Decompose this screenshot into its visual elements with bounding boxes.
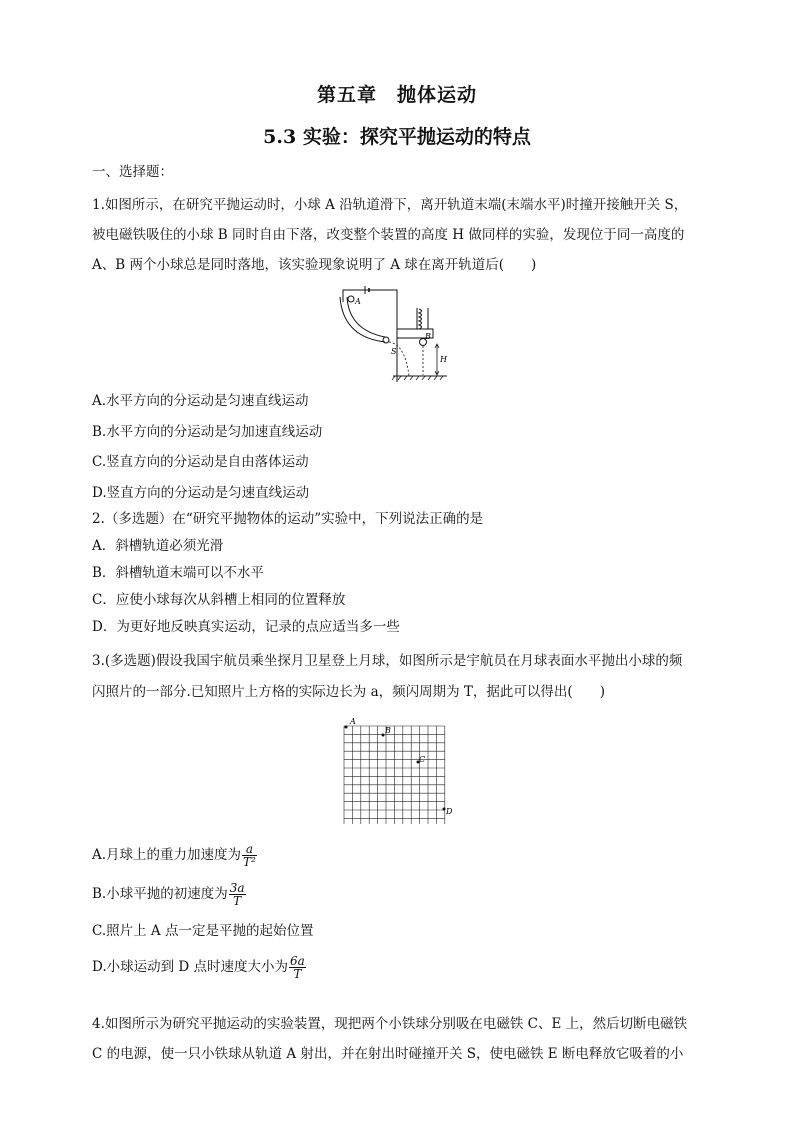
q1-option-c: C.竖直方向的分运动是自由落体运动: [92, 454, 309, 470]
q1-label-s: S: [391, 347, 397, 356]
q1-label-a: A: [355, 297, 361, 306]
q1-apparatus-figure: [335, 282, 455, 382]
q3-stem-line-1: 3.(多选题)假设我国宇航员乘坐探月卫星登上月球，如图所示是宇航员在月球表面水平抛出小球的频: [92, 653, 683, 669]
q1-option-b: B.水平方向的分运动是匀加速直线运动: [92, 424, 323, 440]
q4-stem-line-1: 4.如图所示为研究平抛运动的实验装置，现把两个小铁球分别吸在电磁铁 C、E 上，然后切断电磁铁: [92, 1016, 688, 1032]
q3-option-b-fraction: $\frac{3a}{T}$: [229, 881, 245, 908]
q3-grid-figure: [340, 718, 460, 824]
part-heading: 一、选择题：: [92, 164, 173, 180]
q2-option-c: C．应使小球每次从斜槽上相同的位置释放: [92, 592, 346, 608]
q3-option-d-fraction: $\frac{6a}{T}$: [290, 954, 305, 981]
q2-option-b: B．斜槽轨道末端可以不水平: [92, 565, 264, 581]
q2-stem: 2.（多选题）在“研究平抛物体的运动”实验中，下列说法正确的是: [92, 511, 484, 527]
q1-stem-line-3: A、B 两个小球总是同时落地，该实验现象说明了 A 球在离开轨道后( ): [92, 257, 537, 273]
q3-option-d-text: D.小球运动到 D 点时速度大小为: [92, 959, 289, 975]
q3-label-a: A: [350, 718, 356, 726]
q3-option-a: [92, 840, 257, 870]
q3-option-d: [92, 952, 306, 982]
q3-option-b-text: B.小球平抛的初速度为: [92, 886, 228, 902]
chapter-title: 第五章 抛体运动: [316, 84, 477, 106]
q1-option-d: D.竖直方向的分运动是匀速直线运动: [92, 485, 310, 501]
section-title: 5.3 实验：探究平抛运动的特点: [263, 126, 531, 148]
q3-label-d: D: [446, 807, 453, 816]
q3-label-b: B: [385, 726, 391, 735]
q3-stem-line-2: 闪照片的一部分.已知照片上方格的实际边长为 a，频闪周期为 T，据此可以得出( ): [92, 684, 605, 700]
q4-stem-line-2: C 的电源，使一只小铁球从轨道 A 射出，并在射出时碰撞开关 S，使电磁铁 E 断电释放它吸着的小: [92, 1046, 684, 1062]
q1-label-h: H: [440, 355, 447, 364]
q1-stem-line-1: 1.如图所示，在研究平抛运动时，小球 A 沿轨道滑下，离开轨道末端(末端水平)时撞开接触开关 S，: [92, 197, 688, 213]
q3-option-a-text: A.月球上的重力加速度为: [92, 847, 242, 863]
q3-option-a-fraction: $\frac{a}{\text{T²}}$: [243, 842, 256, 869]
q2-option-d: D．为更好地反映真实运动，记录的点应适当多一些: [92, 619, 400, 635]
q1-option-a: A.水平方向的分运动是匀速直线运动: [92, 393, 309, 409]
q3-label-c: C: [419, 755, 426, 764]
q1-label-b: B: [425, 332, 431, 341]
q3-option-b: [92, 879, 246, 909]
q2-option-a: A．斜槽轨道必须光滑: [92, 538, 224, 554]
q1-stem-line-2: 被电磁铁吸住的小球 B 同时自由下落，改变整个装置的高度 H 做同样的实验，发现位于同一高度的: [92, 227, 685, 243]
q3-option-c: C.照片上 A 点一定是平抛的起始位置: [92, 923, 314, 939]
